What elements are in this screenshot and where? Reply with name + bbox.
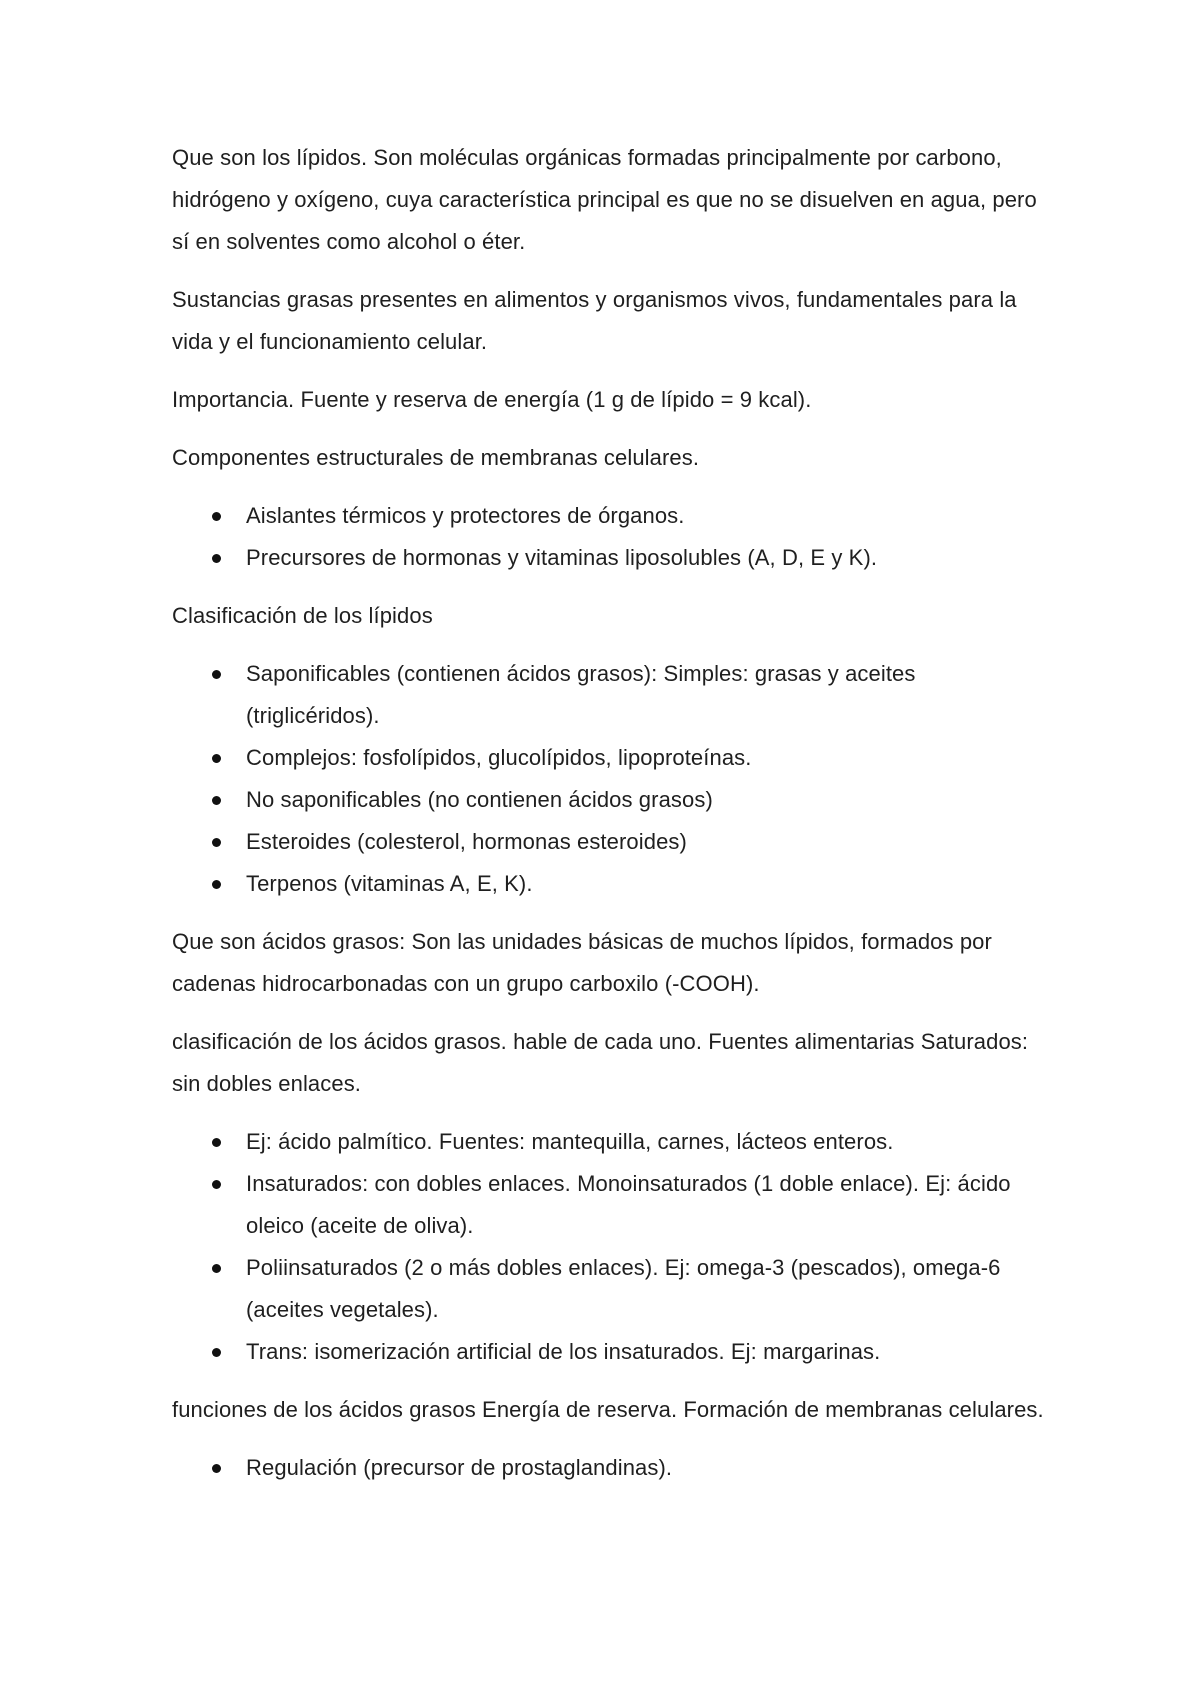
list-item bbox=[172, 821, 1044, 863]
list-item bbox=[172, 1163, 1044, 1247]
bullet-icon bbox=[212, 1348, 221, 1357]
paragraph: funciones de los ácidos grasos Energía de reserva. Formación de membranas celulares. bbox=[172, 1397, 1044, 1422]
bullet-icon bbox=[212, 1464, 221, 1473]
list-item-text: Saponificables (contienen ácidos grasos): Simples: grasas y aceites (triglicéridos). bbox=[246, 661, 916, 728]
list-item bbox=[172, 1331, 1044, 1373]
list-item-text: Trans: isomerización artificial de los insaturados. Ej: margarinas. bbox=[246, 1339, 881, 1364]
list-item-text: Ej: ácido palmítico. Fuentes: mantequilla, carnes, lácteos enteros. bbox=[246, 1129, 894, 1154]
bullet-list bbox=[172, 495, 1044, 579]
list-item-text: Precursores de hormonas y vitaminas liposolubles (A, D, E y K). bbox=[246, 545, 878, 570]
bullet-icon bbox=[212, 796, 221, 805]
paragraph: Que son ácidos grasos: Son las unidades básicas de muchos lípidos, formados por cadenas hidrocarbonadas con un grupo carboxilo (-COOH). bbox=[172, 929, 992, 996]
paragraph: Sustancias grasas presentes en alimentos y organismos vivos, fundamentales para la vida y el funcionamiento celular. bbox=[172, 287, 1017, 354]
bullet-list bbox=[172, 1121, 1044, 1373]
list-item bbox=[172, 537, 1044, 579]
list-item bbox=[172, 1121, 1044, 1163]
bullet-icon bbox=[212, 512, 221, 521]
paragraph: clasificación de los ácidos grasos. hable de cada uno. Fuentes alimentarias Saturados: sin dobles enlaces. bbox=[172, 1029, 1029, 1096]
bullet-list bbox=[172, 653, 1044, 905]
bullet-icon bbox=[212, 1264, 221, 1273]
paragraph: Clasificación de los lípidos bbox=[172, 603, 433, 628]
list-item bbox=[172, 495, 1044, 537]
list-item bbox=[172, 1247, 1044, 1331]
list-item-text: Poliinsaturados (2 o más dobles enlaces). Ej: omega-3 (pescados), omega-6 (aceites vegetales). bbox=[246, 1255, 1001, 1322]
paragraph: Importancia. Fuente y reserva de energía (1 g de lípido = 9 kcal). bbox=[172, 387, 812, 412]
bullet-icon bbox=[212, 1180, 221, 1189]
paragraph: Componentes estructurales de membranas celulares. bbox=[172, 445, 700, 470]
list-item bbox=[172, 653, 1044, 737]
list-item bbox=[172, 779, 1044, 821]
list-item-text: Esteroides (colesterol, hormonas esteroides) bbox=[246, 829, 687, 854]
bullet-list bbox=[172, 1447, 1044, 1489]
paragraph: Que son los lípidos. Son moléculas orgánicas formadas principalmente por carbono, hidrógeno y oxígeno, cuya característica principal es que no se disuelven en agua, pero sí en solventes como alcohol o éter. bbox=[172, 145, 1037, 254]
list-item-text: Terpenos (vitaminas A, E, K). bbox=[246, 871, 533, 896]
list-item bbox=[172, 1447, 1044, 1489]
list-item-text: Aislantes térmicos y protectores de órganos. bbox=[246, 503, 685, 528]
list-item bbox=[172, 863, 1044, 905]
bullet-icon bbox=[212, 670, 221, 679]
bullet-icon bbox=[212, 554, 221, 563]
list-item-text: No saponificables (no contienen ácidos grasos) bbox=[246, 787, 713, 812]
bullet-icon bbox=[212, 754, 221, 763]
list-item-text: Insaturados: con dobles enlaces. Monoinsaturados (1 doble enlace). Ej: ácido oleico (aceite de oliva). bbox=[246, 1171, 1011, 1238]
list-item-text: Complejos: fosfolípidos, glucolípidos, lipoproteínas. bbox=[246, 745, 752, 770]
bullet-icon bbox=[212, 838, 221, 847]
list-item-text: Regulación (precursor de prostaglandinas). bbox=[246, 1455, 673, 1480]
bullet-icon bbox=[212, 1138, 221, 1147]
list-item bbox=[172, 737, 1044, 779]
bullet-icon bbox=[212, 880, 221, 889]
document-page bbox=[172, 137, 1044, 1505]
